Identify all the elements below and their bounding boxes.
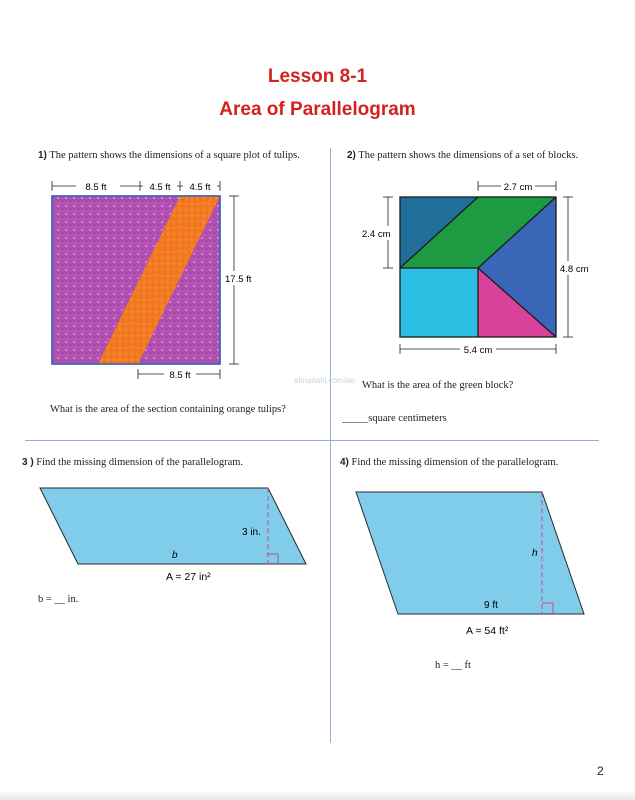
q4-height-label: h bbox=[532, 548, 538, 559]
page-bottom-edge bbox=[0, 790, 635, 800]
q1-dim-bottom: 8.5 ft bbox=[169, 370, 191, 381]
q4-number: 4) bbox=[340, 457, 349, 468]
q3-prompt: Find the missing dimension of the parallelogram. bbox=[36, 457, 244, 468]
q2-cyan-block bbox=[400, 268, 478, 337]
lesson-subtitle: Area of Parallelogram bbox=[219, 99, 416, 120]
q3-parallelogram-figure bbox=[30, 480, 320, 590]
q2-dim-bottom: 5.4 cm bbox=[463, 345, 493, 356]
q2-prompt-line bbox=[347, 150, 578, 161]
q4-base-label: 9 ft bbox=[484, 600, 498, 611]
q1-question: What is the area of the section containing orange tulips? bbox=[50, 404, 286, 415]
q1-prompt: The pattern shows the dimensions of a square plot of tulips. bbox=[49, 150, 300, 161]
q2-question: What is the area of the green block? bbox=[362, 380, 514, 391]
q3-number: 3 ) bbox=[22, 457, 34, 468]
q2-answer-line: _____square centimeters bbox=[342, 413, 447, 424]
page-number: 2 bbox=[597, 764, 604, 778]
q1-tulip-figure bbox=[40, 172, 290, 387]
q4-prompt: Find the missing dimension of the parallelogram. bbox=[351, 457, 559, 468]
q1-dim-top-3: 4.5 ft bbox=[189, 182, 211, 193]
watermark: almanahj.com/ae bbox=[294, 376, 355, 385]
q2-dim-left: 2.4 cm bbox=[362, 229, 391, 240]
q4-parallelogram-figure bbox=[350, 484, 600, 644]
q4-area-label: A = 54 ft² bbox=[466, 625, 509, 637]
q4-prompt-line bbox=[340, 457, 558, 468]
q4-parallelogram bbox=[356, 492, 584, 614]
q1-dim-top-1: 8.5 ft bbox=[85, 182, 107, 193]
horizontal-divider bbox=[25, 440, 599, 441]
q1-dim-right: 17.5 ft bbox=[225, 274, 252, 285]
q3-answer: b = __ in. bbox=[38, 594, 79, 605]
q3-prompt-line bbox=[22, 457, 243, 468]
q2-dim-top: 2.7 cm bbox=[503, 182, 533, 193]
q1-prompt-line bbox=[38, 150, 300, 161]
q2-dim-right: 4.8 cm bbox=[560, 264, 589, 275]
q3-height-label: 3 in. bbox=[242, 527, 261, 538]
q1-number: 1) bbox=[38, 150, 47, 161]
q2-number: 2) bbox=[347, 150, 356, 161]
q4-answer: h = __ ft bbox=[435, 660, 471, 671]
q1-dim-top-2: 4.5 ft bbox=[149, 182, 171, 193]
q2-prompt: The pattern shows the dimensions of a set of blocks. bbox=[358, 150, 579, 161]
lesson-title: Lesson 8-1 bbox=[267, 66, 368, 87]
q3-area-label: A = 27 in² bbox=[166, 571, 211, 583]
q2-blocks-figure bbox=[358, 172, 608, 367]
q3-base-label: b bbox=[172, 550, 178, 561]
vertical-divider bbox=[330, 148, 331, 743]
